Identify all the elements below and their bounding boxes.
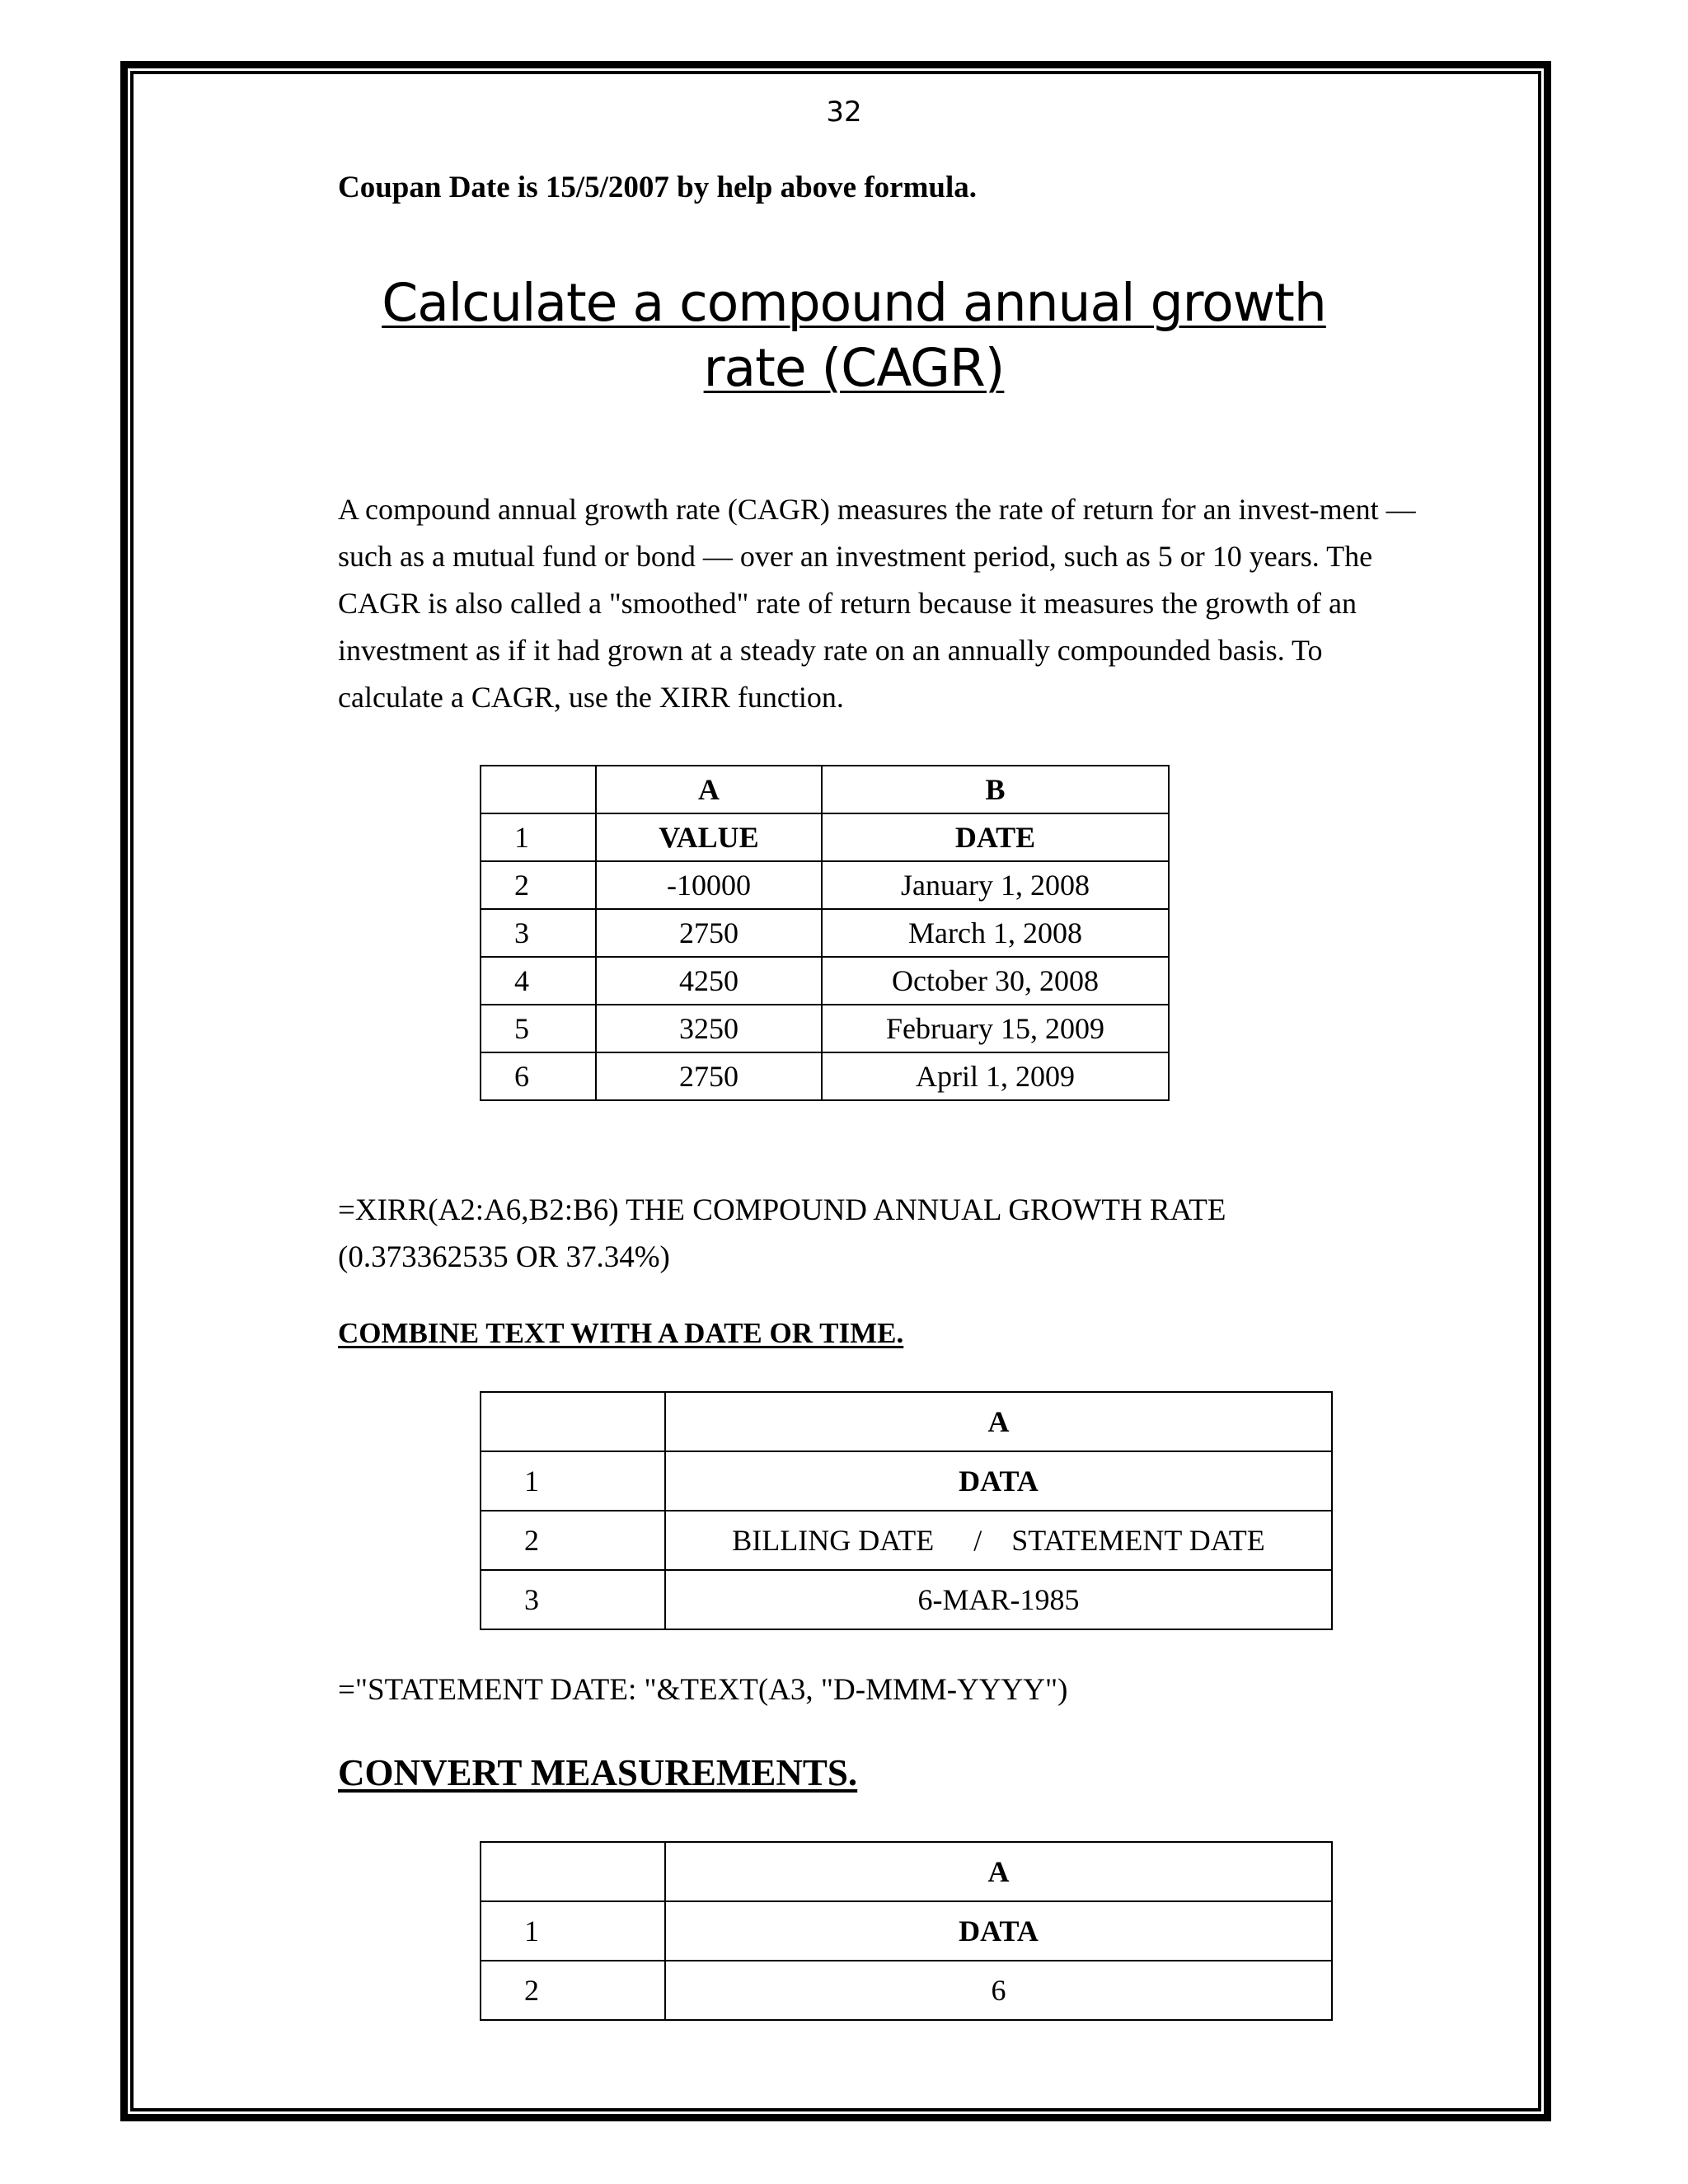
row-number: 5: [481, 1005, 596, 1052]
value-cell: 3250: [596, 1005, 822, 1052]
body-paragraph: A compound annual growth rate (CAGR) measures the rate of return for an invest-ment — such as a mutual fund or bond — over an investment period, such as 5 or 10 years. The CAGR is also called a "smoothed" rate of return because it measures the growth of an investment as if it had grown at a steady rate on an annually compounded basis. To calculate a CAGR, use the XIRR function.: [338, 493, 1416, 714]
data-cell: 6: [665, 1961, 1332, 2020]
table-row: [481, 1451, 1332, 1511]
row-number: 2: [481, 861, 596, 909]
table-row: [481, 1511, 1332, 1570]
table-row: [481, 1570, 1332, 1629]
section-heading-convert-measurements: CONVERT MEASUREMENTS.: [338, 1752, 858, 1793]
data-cell: [665, 1511, 1332, 1570]
data-cell: DATA: [665, 1901, 1332, 1961]
date-cell: February 15, 2009: [822, 1005, 1169, 1052]
date-cell: DATE: [822, 813, 1169, 861]
column-header-a: A: [596, 766, 822, 813]
table-header-row: [481, 1392, 1332, 1451]
table-row: [481, 1901, 1332, 1961]
page-title: Calculate a compound annual growth rate (CAGR): [382, 273, 1326, 399]
combine-text-table: [480, 1391, 1333, 1630]
row-number: 3: [481, 909, 596, 957]
table-row: [481, 813, 1169, 861]
value-cell: 4250: [596, 957, 822, 1005]
intro-line: Coupan Date is 15/5/2007 by help above formula.: [338, 171, 978, 204]
table-row: [481, 909, 1169, 957]
separator-slash: /: [973, 1524, 982, 1557]
date-cell: October 30, 2008: [822, 957, 1169, 1005]
row-number: 6: [481, 1052, 596, 1100]
data-cell: DATA: [665, 1451, 1332, 1511]
value-cell: -10000: [596, 861, 822, 909]
column-header-a: A: [665, 1392, 1332, 1451]
table-header-row: [481, 766, 1169, 813]
table-corner-cell: [481, 1842, 665, 1901]
billing-date-label: BILLING DATE: [732, 1524, 935, 1557]
table-row: [481, 1052, 1169, 1100]
value-cell: VALUE: [596, 813, 822, 861]
cagr-table: [480, 765, 1170, 1101]
row-number: 2: [481, 1511, 665, 1570]
section-heading-combine-text: COMBINE TEXT WITH A DATE OR TIME.: [338, 1317, 904, 1349]
table-row: [481, 1961, 1332, 2020]
page-number: 32: [826, 96, 862, 129]
value-cell: 2750: [596, 1052, 822, 1100]
table-header-row: [481, 1842, 1332, 1901]
table-row: [481, 957, 1169, 1005]
value-cell: 2750: [596, 909, 822, 957]
table-row: [481, 1005, 1169, 1052]
xirr-formula-line-2: (0.373362535 OR 37.34%): [338, 1240, 670, 1274]
text-formula: ="STATEMENT DATE: "&TEXT(A3, "D-MMM-YYYY"): [338, 1673, 1068, 1707]
convert-measurements-table: [480, 1841, 1333, 2021]
xirr-formula: [338, 1187, 1226, 1281]
row-number: 1: [481, 1901, 665, 1961]
date-cell: April 1, 2009: [822, 1052, 1169, 1100]
column-header-a: A: [665, 1842, 1332, 1901]
row-number: 1: [481, 1451, 665, 1511]
table-corner-cell: [481, 1392, 665, 1451]
row-number: 4: [481, 957, 596, 1005]
column-header-b: B: [822, 766, 1169, 813]
statement-date-label: STATEMENT DATE: [1011, 1524, 1265, 1557]
row-number: 1: [481, 813, 596, 861]
table-corner-cell: [481, 766, 596, 813]
table-row: [481, 861, 1169, 909]
xirr-formula-line-1: =XIRR(A2:A6,B2:B6) THE COMPOUND ANNUAL GROWTH RATE: [338, 1193, 1226, 1227]
date-cell: March 1, 2008: [822, 909, 1169, 957]
date-cell: January 1, 2008: [822, 861, 1169, 909]
data-cell: 6-MAR-1985: [665, 1570, 1332, 1629]
row-number: 2: [481, 1961, 665, 2020]
row-number: 3: [481, 1570, 665, 1629]
